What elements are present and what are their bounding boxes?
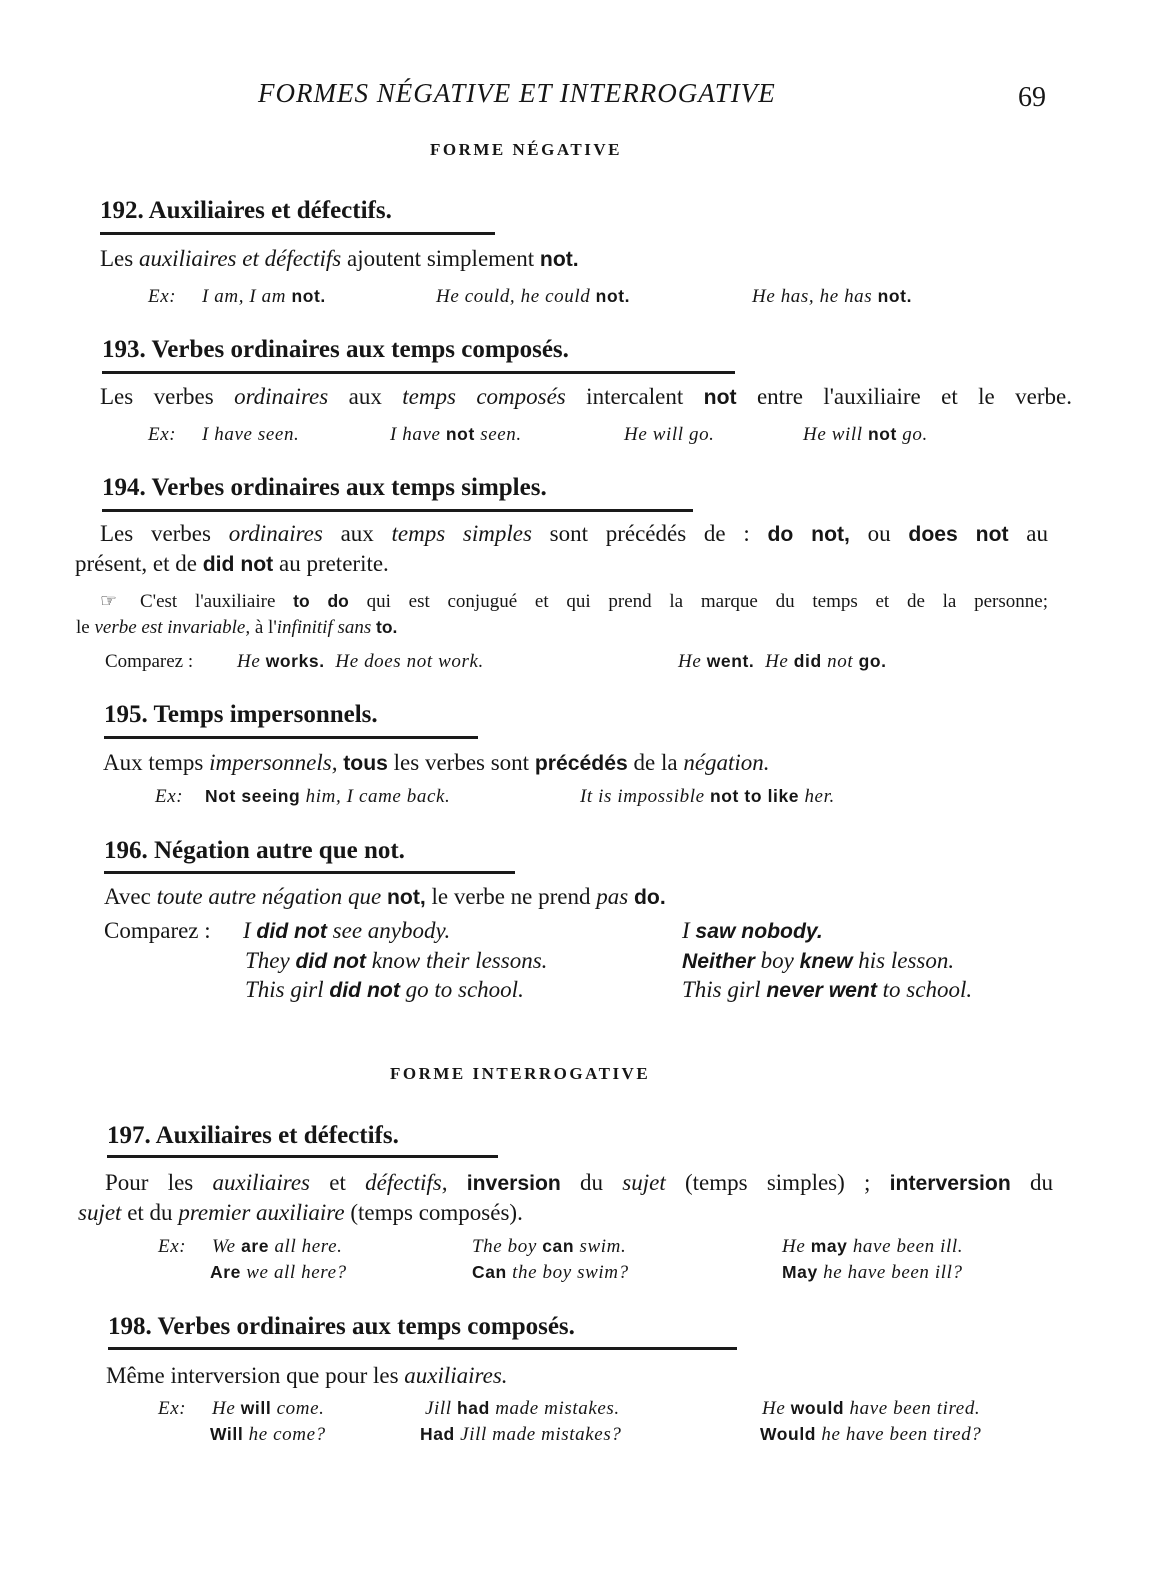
note-194-line1 xyxy=(140,592,1048,611)
italic-text-run: seen. xyxy=(474,424,522,445)
example-192-3 xyxy=(752,287,912,306)
text-run xyxy=(448,1170,467,1195)
paragraph-198 xyxy=(106,1364,508,1387)
italic-text-run: He could, he could xyxy=(436,286,596,307)
bold-text-run: not. xyxy=(595,286,631,306)
compare-196-left-2 xyxy=(245,949,547,972)
italic-text-run: Jill made mistakes? xyxy=(454,1424,622,1445)
text-run: Pour les xyxy=(105,1170,213,1195)
example-193-1 xyxy=(202,425,299,444)
pointing-hand-icon: ☞ xyxy=(100,591,118,612)
italic-text-run: auxiliaires xyxy=(212,1170,311,1195)
italic-text-run: sujet xyxy=(78,1200,122,1225)
italic-text-run: I am, I am xyxy=(202,286,292,307)
text-run: Les verbes xyxy=(100,521,229,546)
bold-text-run: knew xyxy=(799,950,853,973)
italic-text-run: does not work. xyxy=(364,651,484,672)
italic-text-run: premier auxiliaire xyxy=(178,1200,345,1225)
italic-text-run: boy xyxy=(754,948,800,973)
italic-text-run: The boy xyxy=(472,1236,543,1257)
heading-192: 192. Auxiliaires et défectifs. xyxy=(100,197,392,224)
bold-text-run: to. xyxy=(376,617,398,637)
italic-text-run: we all here? xyxy=(240,1262,347,1283)
italic-text-run: have been tired. xyxy=(844,1398,981,1419)
bold-text-run: went. xyxy=(706,651,755,671)
example-192-2 xyxy=(436,287,630,306)
italic-text-run: We xyxy=(212,1236,242,1257)
bold-text-run: are xyxy=(241,1236,270,1256)
bold-text-run: saw nobody. xyxy=(695,920,823,943)
text-run: du xyxy=(560,1170,623,1195)
bold-text-run: never went xyxy=(766,979,877,1002)
compare-label: Comparez : xyxy=(105,651,194,672)
text-run: au preterite. xyxy=(273,551,389,576)
example-197-3b xyxy=(782,1263,963,1282)
text-run: Avec xyxy=(104,884,157,909)
italic-text-run: He has, he has xyxy=(752,286,878,307)
italic-text-run: ordinaires xyxy=(228,521,323,546)
example-193-4 xyxy=(803,425,928,444)
italic-text-run: auxiliaires. xyxy=(404,1363,508,1388)
bold-text-run: Not seeing xyxy=(205,786,301,806)
section-title-interrogative: FORME INTERROGATIVE xyxy=(390,1064,651,1083)
example-198-2b xyxy=(420,1425,621,1444)
italic-text-run: pas xyxy=(596,884,629,909)
note-194-line2 xyxy=(76,618,397,637)
example-198-3b xyxy=(760,1425,981,1444)
italic-text-run: his lesson. xyxy=(852,948,955,973)
italic-text-run: not xyxy=(821,651,859,672)
bold-text-run: interversion xyxy=(889,1172,1011,1195)
example-label: Ex: xyxy=(148,286,177,307)
italic-text-run: He xyxy=(212,1398,241,1419)
italic-text-run: swim. xyxy=(574,1236,627,1257)
italic-text-run: négation. xyxy=(683,750,770,775)
text-run: Même interversion que pour les xyxy=(106,1363,405,1388)
heading-rule xyxy=(104,736,478,739)
italic-text-run: This girl xyxy=(245,977,330,1002)
compare-194-2 xyxy=(678,652,887,671)
italic-text-run: I xyxy=(682,918,696,943)
example-192-1 xyxy=(202,287,326,306)
italic-text-run: he come? xyxy=(243,1424,326,1445)
text-run: le xyxy=(76,617,95,638)
heading-rule xyxy=(104,871,515,874)
heading-rule xyxy=(102,509,693,512)
bold-text-run: inversion xyxy=(466,1172,561,1195)
bold-text-run: Are xyxy=(210,1262,241,1282)
example-193-2 xyxy=(390,425,522,444)
example-197-2a xyxy=(472,1237,626,1256)
bold-text-run: Neither xyxy=(682,950,755,973)
text-run: et xyxy=(310,1170,366,1195)
bold-text-run: can xyxy=(542,1236,575,1256)
bold-text-run: would xyxy=(790,1398,845,1418)
heading-196: 196. Négation autre que not. xyxy=(104,837,405,864)
heading-rule xyxy=(108,1347,737,1350)
italic-text-run: He xyxy=(678,651,707,672)
example-195-1 xyxy=(205,787,450,806)
text-run: aux xyxy=(328,384,403,409)
bold-text-run: not. xyxy=(291,286,326,306)
italic-text-run: It is impossible xyxy=(580,786,711,807)
italic-text-run: temps composés xyxy=(402,384,566,409)
bold-text-run: not to like xyxy=(710,786,800,806)
italic-text-run: toute autre négation que xyxy=(156,884,382,909)
text-run: du xyxy=(1010,1170,1054,1195)
bold-text-run: to do xyxy=(293,591,349,611)
italic-text-run: He xyxy=(782,1236,811,1257)
text-run: de la xyxy=(627,750,684,775)
bold-text-run: did not xyxy=(295,950,366,973)
italic-text-run: him, I came back. xyxy=(300,786,451,807)
italic-text-run: made mistakes. xyxy=(489,1398,620,1419)
text-run: les verbes sont xyxy=(387,750,535,775)
paragraph-195 xyxy=(103,751,770,774)
italic-text-run: He will xyxy=(803,424,868,445)
bold-text-run: works. xyxy=(265,651,325,671)
paragraph-193 xyxy=(100,385,1072,408)
bold-text-run: does not xyxy=(908,523,1009,546)
example-198-1a xyxy=(212,1399,324,1418)
italic-text-run: He xyxy=(324,651,365,672)
example-197-2b xyxy=(472,1263,629,1282)
text-run: intercalent xyxy=(565,384,704,409)
bold-text-run: not, xyxy=(386,886,426,909)
heading-198: 198. Verbes ordinaires aux temps composés. xyxy=(108,1313,575,1340)
compare-196-right-2 xyxy=(682,949,954,972)
italic-text-run: They xyxy=(245,948,296,973)
italic-text-run: have been ill. xyxy=(847,1236,964,1257)
italic-text-run: all here. xyxy=(269,1236,343,1257)
page-number: 69 xyxy=(1018,82,1046,113)
italic-text-run: to school. xyxy=(876,977,973,1002)
text-run: à l' xyxy=(250,617,277,638)
bold-text-run: May xyxy=(782,1262,818,1282)
bold-text-run: Would xyxy=(760,1424,817,1444)
text-run: le verbe ne prend xyxy=(425,884,597,909)
example-label: Ex: xyxy=(158,1398,187,1419)
italic-text-run: Jill xyxy=(425,1398,458,1419)
italic-text-run: come. xyxy=(271,1398,325,1419)
text-run: présent, et de xyxy=(75,551,203,576)
italic-text-run: go to school. xyxy=(399,977,524,1002)
paragraph-194-line1 xyxy=(100,522,1048,545)
example-193-3 xyxy=(624,425,715,444)
example-198-2a xyxy=(425,1399,620,1418)
text-run: entre l'auxiliaire et le verbe. xyxy=(736,384,1072,409)
heading-193: 193. Verbes ordinaires aux temps composés. xyxy=(102,336,569,363)
text-run: (temps composés). xyxy=(344,1200,523,1225)
text-run: Aux temps xyxy=(103,750,210,775)
bold-text-run: go. xyxy=(858,651,887,671)
running-header-title: FORMES NÉGATIVE ET INTERROGATIVE xyxy=(258,78,776,108)
compare-196-left-1 xyxy=(243,919,450,942)
italic-text-run: temps simples xyxy=(391,521,532,546)
text-run: C'est l'auxiliaire xyxy=(140,591,294,612)
text-run: ajoutent simplement xyxy=(341,246,540,271)
italic-text-run: go. xyxy=(896,424,928,445)
bold-text-run: do. xyxy=(633,886,666,909)
bold-text-run: did not xyxy=(329,979,400,1002)
italic-text-run: the boy swim? xyxy=(506,1262,629,1283)
compare-196-left-3 xyxy=(245,978,524,1001)
heading-rule xyxy=(100,232,495,235)
compare-label: Comparez : xyxy=(104,918,211,943)
italic-text-run: défectifs, xyxy=(365,1170,448,1195)
bold-text-run: précédés xyxy=(534,752,628,775)
compare-196-right-1 xyxy=(682,919,823,942)
heading-195: 195. Temps impersonnels. xyxy=(104,701,378,728)
text-run: ou xyxy=(849,521,909,546)
bold-text-run: not. xyxy=(877,286,913,306)
paragraph-196 xyxy=(104,885,666,908)
example-197-3a xyxy=(782,1237,963,1256)
italic-text-run: He xyxy=(237,651,266,672)
compare-196-right-3 xyxy=(682,978,972,1001)
example-197-1b xyxy=(210,1263,347,1282)
heading-rule xyxy=(102,371,735,374)
paragraph-194-line2 xyxy=(75,552,389,575)
bold-text-run: may xyxy=(810,1236,848,1256)
heading-197: 197. Auxiliaires et défectifs. xyxy=(107,1122,399,1149)
text-run: et du xyxy=(121,1200,179,1225)
paragraph-192 xyxy=(100,247,579,270)
heading-194: 194. Verbes ordinaires aux temps simples. xyxy=(102,474,547,501)
bold-text-run: not xyxy=(445,424,475,444)
bold-text-run: did not xyxy=(256,920,327,943)
italic-text-run: know their lessons. xyxy=(365,948,548,973)
text-run: (temps simples) ; xyxy=(665,1170,890,1195)
example-198-3a xyxy=(762,1399,980,1418)
section-title-negative: FORME NÉGATIVE xyxy=(430,140,622,159)
text-run: aux xyxy=(322,521,392,546)
italic-text-run: he have been ill? xyxy=(817,1262,963,1283)
compare-194-1 xyxy=(237,652,484,671)
italic-text-run: see anybody. xyxy=(326,918,451,943)
bold-text-run: Will xyxy=(210,1424,244,1444)
italic-text-run: verbe est invariable, xyxy=(94,617,251,638)
italic-text-run: He xyxy=(754,651,794,672)
example-label: Ex: xyxy=(148,424,177,445)
paragraph-197-line1 xyxy=(105,1171,1053,1194)
italic-text-run: infinitif sans xyxy=(276,617,372,638)
bold-text-run: not xyxy=(867,424,897,444)
paragraph-197-line2 xyxy=(78,1201,523,1224)
text-run: Les verbes xyxy=(100,384,235,409)
italic-text-run: He xyxy=(762,1398,791,1419)
italic-text-run: He will go. xyxy=(624,424,715,445)
italic-text-run: ordinaires xyxy=(234,384,329,409)
italic-text-run: I have xyxy=(390,424,446,445)
bold-text-run: Can xyxy=(472,1262,507,1282)
heading-rule xyxy=(107,1155,498,1158)
italic-text-run: sujet xyxy=(622,1170,666,1195)
italic-text-run: he have been tired? xyxy=(816,1424,982,1445)
bold-text-run: had xyxy=(457,1398,490,1418)
example-197-1a xyxy=(212,1237,342,1256)
italic-text-run: I xyxy=(243,918,257,943)
italic-text-run: I have seen. xyxy=(202,424,300,445)
bold-text-run: tous xyxy=(343,752,388,775)
italic-text-run: impersonnels, xyxy=(209,750,338,775)
example-198-1b xyxy=(210,1425,326,1444)
example-label: Ex: xyxy=(158,1236,187,1257)
text-run: sont précédés de : xyxy=(531,521,768,546)
bold-text-run: did xyxy=(793,651,822,671)
bold-text-run: Had xyxy=(420,1424,455,1444)
text-run: qui est conjugué et qui prend la marque du temps et de la personne; xyxy=(348,591,1048,612)
italic-text-run: her. xyxy=(799,786,835,807)
italic-text-run: auxiliaires et défectifs xyxy=(138,246,342,271)
example-label: Ex: xyxy=(155,786,184,807)
italic-text-run: This girl xyxy=(682,977,767,1002)
bold-text-run: did not xyxy=(202,553,274,576)
bold-text-run: do not, xyxy=(767,523,850,546)
example-195-2 xyxy=(580,787,835,806)
text-run: au xyxy=(1008,521,1048,546)
text-run: Les xyxy=(100,246,139,271)
bold-text-run: not. xyxy=(539,248,579,271)
bold-text-run: will xyxy=(240,1398,272,1418)
bold-text-run: not xyxy=(703,386,737,409)
